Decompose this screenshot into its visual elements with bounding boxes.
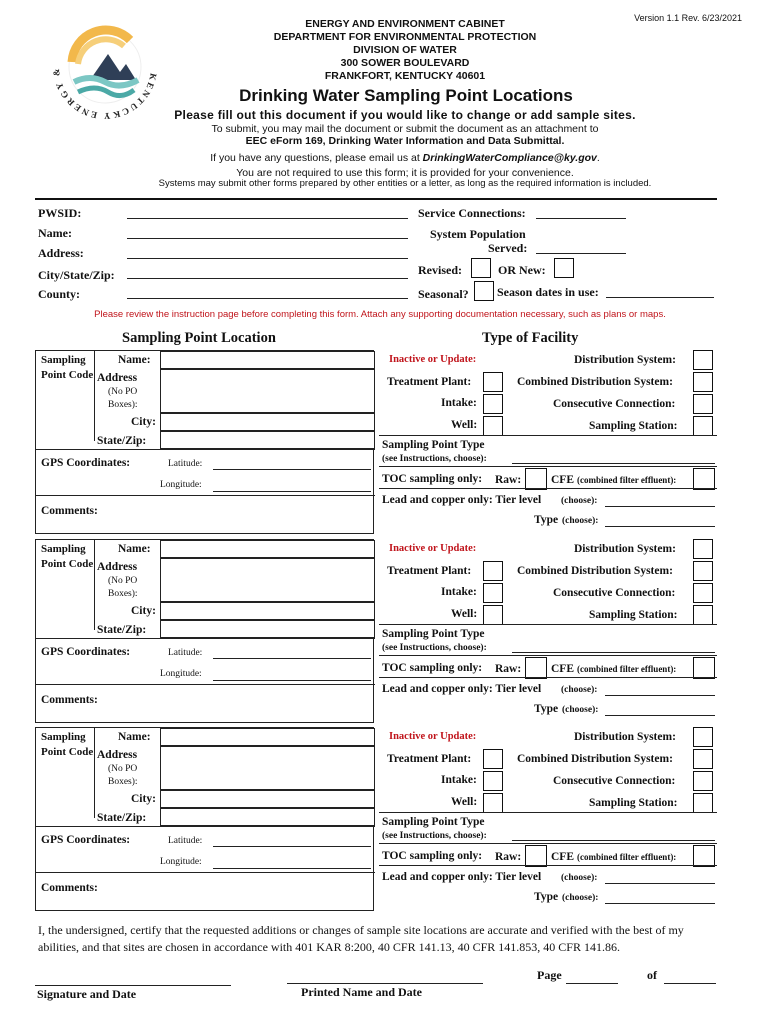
comments-label: Comments: (41, 882, 98, 894)
type-choose-label: (choose): (562, 516, 599, 526)
toc-divider (379, 843, 717, 844)
lead-divider (379, 488, 717, 489)
or-new-label: OR New: (498, 263, 546, 277)
address-label: Address (97, 561, 138, 573)
state-zip-label: State/Zip: (97, 435, 147, 447)
no-po-label-1: (No PO (108, 764, 138, 774)
state-zip-label: State/Zip: (97, 624, 147, 636)
tier-level-select[interactable] (605, 506, 715, 507)
name-label: Name: (118, 731, 151, 743)
inactive-update-label: Inactive or Update: (389, 354, 477, 365)
type-select[interactable] (605, 526, 715, 527)
gps-label: GPS Coordinates: (41, 457, 131, 469)
facility-panel (379, 727, 717, 911)
comments-label: Comments: (41, 505, 98, 517)
well-label: Well: (451, 796, 478, 808)
type-label: Type (534, 891, 559, 903)
sampling-point-code-label-2: Point Code (41, 746, 94, 758)
longitude-label: Longitude: (160, 857, 202, 867)
tier-choose-label: (choose): (561, 496, 598, 506)
name-label: Name: (118, 543, 151, 555)
toc-divider (379, 466, 717, 467)
city-state-zip-label: City/State/Zip: (38, 268, 115, 282)
gps-label: GPS Coordinates: (41, 646, 131, 658)
site-address-input[interactable] (160, 369, 375, 413)
address-label: Address: (38, 246, 84, 260)
section-divider (36, 638, 375, 639)
longitude-label: Longitude: (160, 669, 202, 679)
no-po-label-2: Boxes): (108, 400, 138, 410)
distribution-system-checkbox[interactable] (693, 539, 713, 559)
no-po-label-1: (No PO (108, 576, 138, 586)
address-field[interactable] (127, 258, 408, 259)
lead-divider (379, 865, 717, 866)
sampling-station-label: Sampling Station: (589, 420, 678, 432)
distribution-system-checkbox[interactable] (693, 350, 713, 370)
see-instructions-label: (see Instructions, choose): (382, 454, 487, 464)
sampling-station-label: Sampling Station: (589, 797, 678, 809)
pwsid-label: PWSID: (38, 206, 82, 220)
page-label: Page (537, 968, 562, 982)
season-dates-field[interactable] (606, 297, 714, 298)
consecutive-connection-checkbox[interactable] (693, 771, 713, 791)
sampling-point-location-header: Sampling Point Location (122, 330, 276, 346)
inactive-update-label: Inactive or Update: (389, 731, 477, 742)
header-line-5: FRANKFORT, KENTUCKY 40601 (324, 70, 486, 82)
intro-block (60, 108, 750, 189)
sampling-point-code-label-2: Point Code (41, 369, 94, 381)
no-po-label-2: Boxes): (108, 777, 138, 787)
combined-distribution-label: Combined Distribution System: (517, 753, 673, 765)
intake-checkbox[interactable] (483, 394, 503, 414)
raw-label: Raw: (495, 663, 522, 675)
tier-level-select[interactable] (605, 883, 715, 884)
combined-distribution-checkbox[interactable] (693, 561, 713, 581)
intro-submit-2: EEC eForm 169, Drinking Water Information and Data Submittal. (245, 135, 565, 147)
sampling-point-code-cell[interactable] (94, 728, 95, 818)
site-name-input[interactable] (160, 351, 375, 369)
latitude-label: Latitude: (168, 648, 203, 658)
page-number-field[interactable] (566, 983, 618, 984)
longitude-field[interactable] (213, 680, 371, 681)
type-select[interactable] (605, 903, 715, 904)
sampling-point-type-label: Sampling Point Type (382, 628, 485, 640)
certification-statement: I, the undersigned, certify that the requested additions or changes of sample site locations are accurate and verified with the best of my abilities, and that sites are chosen in accordance with 401 KAR 8:200, 40 CFR 141.13, 40 CFR 141.853, 40 CFR 141.86. (38, 923, 684, 954)
sampling-point-section (35, 539, 717, 723)
cfe-checkbox[interactable] (693, 845, 715, 867)
location-panel (35, 539, 374, 723)
section-divider (36, 826, 375, 827)
tier-choose-label: (choose): (561, 873, 598, 883)
longitude-field[interactable] (213, 868, 371, 869)
name-field[interactable] (127, 238, 408, 239)
sampling-point-code-label-1: Sampling (41, 731, 86, 743)
seasonal-label: Seasonal? (418, 287, 469, 301)
intake-label: Intake: (441, 586, 477, 598)
county-label: County: (38, 287, 81, 301)
raw-checkbox[interactable] (525, 657, 547, 679)
site-state-zip-input[interactable] (160, 431, 375, 449)
new-checkbox[interactable] (554, 258, 574, 278)
population-label-1: System Population (430, 227, 526, 241)
season-dates-label: Season dates in use: (497, 285, 599, 299)
longitude-field[interactable] (213, 491, 371, 492)
service-connections-field[interactable] (536, 218, 626, 219)
type-divider (379, 812, 717, 813)
cfe-note-label: (combined filter effluent): (577, 664, 677, 674)
treatment-plant-label: Treatment Plant: (387, 753, 472, 765)
printed-name-line[interactable] (287, 983, 483, 984)
revised-label: Revised: (418, 263, 462, 277)
site-state-zip-input[interactable] (160, 620, 375, 638)
cfe-checkbox[interactable] (693, 468, 715, 490)
sampling-station-checkbox[interactable] (693, 793, 713, 813)
treatment-plant-label: Treatment Plant: (387, 565, 472, 577)
consecutive-connection-label: Consecutive Connection: (553, 587, 676, 599)
type-of-facility-header: Type of Facility (482, 330, 579, 346)
lead-divider (379, 677, 717, 678)
name-label: Name: (38, 226, 72, 240)
page-title: Drinking Water Sampling Point Locations (239, 86, 573, 105)
raw-checkbox[interactable] (525, 468, 547, 490)
see-instructions-label: (see Instructions, choose): (382, 831, 487, 841)
intro-other-forms: Systems may submit other forms prepared by other entities or a letter, as long as the required information is included. (158, 178, 652, 189)
revised-checkbox[interactable] (471, 258, 491, 278)
well-label: Well: (451, 419, 478, 431)
sampling-point-code-cell[interactable] (94, 540, 95, 630)
combined-distribution-label: Combined Distribution System: (517, 565, 673, 577)
sampling-point-type-select[interactable] (512, 652, 715, 653)
comments-input[interactable] (108, 497, 373, 533)
combined-distribution-checkbox[interactable] (693, 372, 713, 392)
cfe-label: CFE (551, 474, 574, 486)
cfe-note-label: (combined filter effluent): (577, 852, 677, 862)
site-city-input[interactable] (160, 602, 375, 620)
tier-choose-label: (choose): (561, 685, 598, 695)
site-city-input[interactable] (160, 413, 375, 431)
latitude-field[interactable] (213, 846, 371, 847)
section-divider (36, 495, 375, 496)
city-state-zip-field[interactable] (127, 278, 408, 279)
combined-distribution-label: Combined Distribution System: (517, 376, 673, 388)
page-total-field[interactable] (664, 983, 716, 984)
well-checkbox[interactable] (483, 416, 503, 436)
well-checkbox[interactable] (483, 605, 503, 625)
raw-label: Raw: (495, 474, 522, 486)
type-divider (379, 624, 717, 625)
section-divider (36, 872, 375, 873)
latitude-label: Latitude: (168, 459, 203, 469)
header-line-4: 300 SOWER BOULEVARD (340, 57, 470, 69)
toc-label: TOC sampling only: (382, 850, 483, 862)
tier-level-select[interactable] (605, 695, 715, 696)
agency-header (230, 18, 580, 83)
cfe-label: CFE (551, 663, 574, 675)
toc-divider (379, 655, 717, 656)
cfe-checkbox[interactable] (693, 657, 715, 679)
address-label: Address (97, 372, 138, 384)
intake-label: Intake: (441, 397, 477, 409)
treatment-plant-checkbox[interactable] (483, 749, 503, 769)
site-address-input[interactable] (160, 746, 375, 790)
facility-panel (379, 350, 717, 534)
raw-checkbox[interactable] (525, 845, 547, 867)
state-zip-label: State/Zip: (97, 812, 147, 824)
section-divider (36, 684, 375, 685)
intro-not-required: You are not required to use this form; it is provided for your convenience. (236, 167, 574, 179)
intro-divider (35, 198, 717, 200)
consecutive-connection-label: Consecutive Connection: (553, 398, 676, 410)
pwsid-field[interactable] (127, 218, 408, 219)
distribution-system-checkbox[interactable] (693, 727, 713, 747)
inactive-update-label: Inactive or Update: (389, 543, 477, 554)
consecutive-connection-label: Consecutive Connection: (553, 775, 676, 787)
comments-input[interactable] (108, 874, 373, 910)
treatment-plant-label: Treatment Plant: (387, 376, 472, 388)
cfe-note-label: (combined filter effluent): (577, 475, 677, 485)
sampling-station-checkbox[interactable] (693, 416, 713, 436)
sampling-point-type-select[interactable] (512, 463, 715, 464)
longitude-label: Longitude: (160, 480, 202, 490)
kentucky-eec-logo (50, 12, 160, 122)
distribution-system-label: Distribution System: (574, 731, 676, 743)
sampling-station-label: Sampling Station: (589, 609, 678, 621)
distribution-system-label: Distribution System: (574, 354, 676, 366)
see-instructions-label: (see Instructions, choose): (382, 643, 487, 653)
population-field[interactable] (536, 253, 626, 254)
sampling-point-type-label: Sampling Point Type (382, 816, 485, 828)
intake-checkbox[interactable] (483, 583, 503, 603)
comments-label: Comments: (41, 694, 98, 706)
lead-copper-label: Lead and copper only: Tier level (382, 683, 542, 695)
intake-label: Intake: (441, 774, 477, 786)
type-select[interactable] (605, 715, 715, 716)
header-line-1: ENERGY AND ENVIRONMENT CABINET (305, 18, 505, 30)
sampling-point-code-cell[interactable] (94, 351, 95, 441)
toc-label: TOC sampling only: (382, 662, 483, 674)
consecutive-connection-checkbox[interactable] (693, 583, 713, 603)
lead-copper-label: Lead and copper only: Tier level (382, 871, 542, 883)
of-label: of (647, 968, 657, 982)
service-connections-label: Service Connections: (418, 206, 526, 220)
raw-label: Raw: (495, 851, 522, 863)
facility-panel (379, 539, 717, 723)
county-field[interactable] (127, 298, 408, 299)
logo-ring-text: KENTUCKY ENERGY & (50, 65, 159, 122)
type-choose-label: (choose): (562, 893, 599, 903)
site-state-zip-input[interactable] (160, 808, 375, 826)
city-label: City: (131, 605, 156, 617)
type-choose-label: (choose): (562, 705, 599, 715)
questions-prefix: If you have any questions, please email us at (210, 152, 423, 164)
questions-suffix: . (596, 152, 600, 164)
section-divider (36, 449, 375, 450)
sampling-point-section (35, 350, 717, 534)
lead-copper-label: Lead and copper only: Tier level (382, 494, 542, 506)
consecutive-connection-checkbox[interactable] (693, 394, 713, 414)
combined-distribution-checkbox[interactable] (693, 749, 713, 769)
review-note: Please review the instruction page before completing this form. Attach any supporting documentation necessary, such as plans or maps. (94, 309, 666, 320)
sampling-point-code-label-2: Point Code (41, 558, 94, 570)
site-city-input[interactable] (160, 790, 375, 808)
name-label: Name: (118, 354, 151, 366)
well-label: Well: (451, 608, 478, 620)
version-label: Version 1.1 Rev. 6/23/2021 (634, 13, 742, 23)
sampling-point-section (35, 727, 717, 911)
site-address-input[interactable] (160, 558, 375, 602)
type-label: Type (534, 514, 559, 526)
toc-label: TOC sampling only: (382, 473, 483, 485)
treatment-plant-checkbox[interactable] (483, 372, 503, 392)
signature-line[interactable] (35, 985, 231, 986)
comments-input[interactable] (108, 686, 373, 722)
city-label: City: (131, 416, 156, 428)
city-label: City: (131, 793, 156, 805)
printed-name-label: Printed Name and Date (301, 985, 422, 999)
seasonal-checkbox[interactable] (474, 281, 494, 301)
header-line-3: DIVISION OF WATER (353, 44, 457, 56)
header-line-2: DEPARTMENT FOR ENVIRONMENTAL PROTECTION (273, 31, 537, 43)
well-checkbox[interactable] (483, 793, 503, 813)
intro-fill-out: Please fill out this document if you would like to change or add sample sites. (174, 108, 636, 122)
no-po-label-2: Boxes): (108, 589, 138, 599)
distribution-system-label: Distribution System: (574, 543, 676, 555)
sampling-point-code-label-1: Sampling (41, 354, 86, 366)
cfe-label: CFE (551, 851, 574, 863)
sampling-point-type-select[interactable] (512, 840, 715, 841)
address-label: Address (97, 749, 138, 761)
latitude-field[interactable] (213, 658, 371, 659)
sampling-point-code-label-1: Sampling (41, 543, 86, 555)
location-panel (35, 727, 374, 911)
sampling-point-type-label: Sampling Point Type (382, 439, 485, 451)
latitude-label: Latitude: (168, 836, 203, 846)
intake-checkbox[interactable] (483, 771, 503, 791)
site-name-input[interactable] (160, 728, 375, 746)
signature-label: Signature and Date (37, 987, 137, 1001)
population-label-2: Served: (488, 241, 528, 255)
no-po-label-1: (No PO (108, 387, 138, 397)
compliance-email-link[interactable]: DrinkingWaterCompliance@ky.gov (422, 152, 597, 164)
intro-submit-1: To submit, you may mail the document or submit the document as an attachment to (211, 123, 599, 135)
intro-questions (60, 152, 750, 164)
site-name-input[interactable] (160, 540, 375, 558)
type-divider (379, 435, 717, 436)
type-label: Type (534, 703, 559, 715)
latitude-field[interactable] (213, 469, 371, 470)
gps-label: GPS Coordinates: (41, 834, 131, 846)
location-panel (35, 350, 374, 534)
treatment-plant-checkbox[interactable] (483, 561, 503, 581)
sampling-station-checkbox[interactable] (693, 605, 713, 625)
